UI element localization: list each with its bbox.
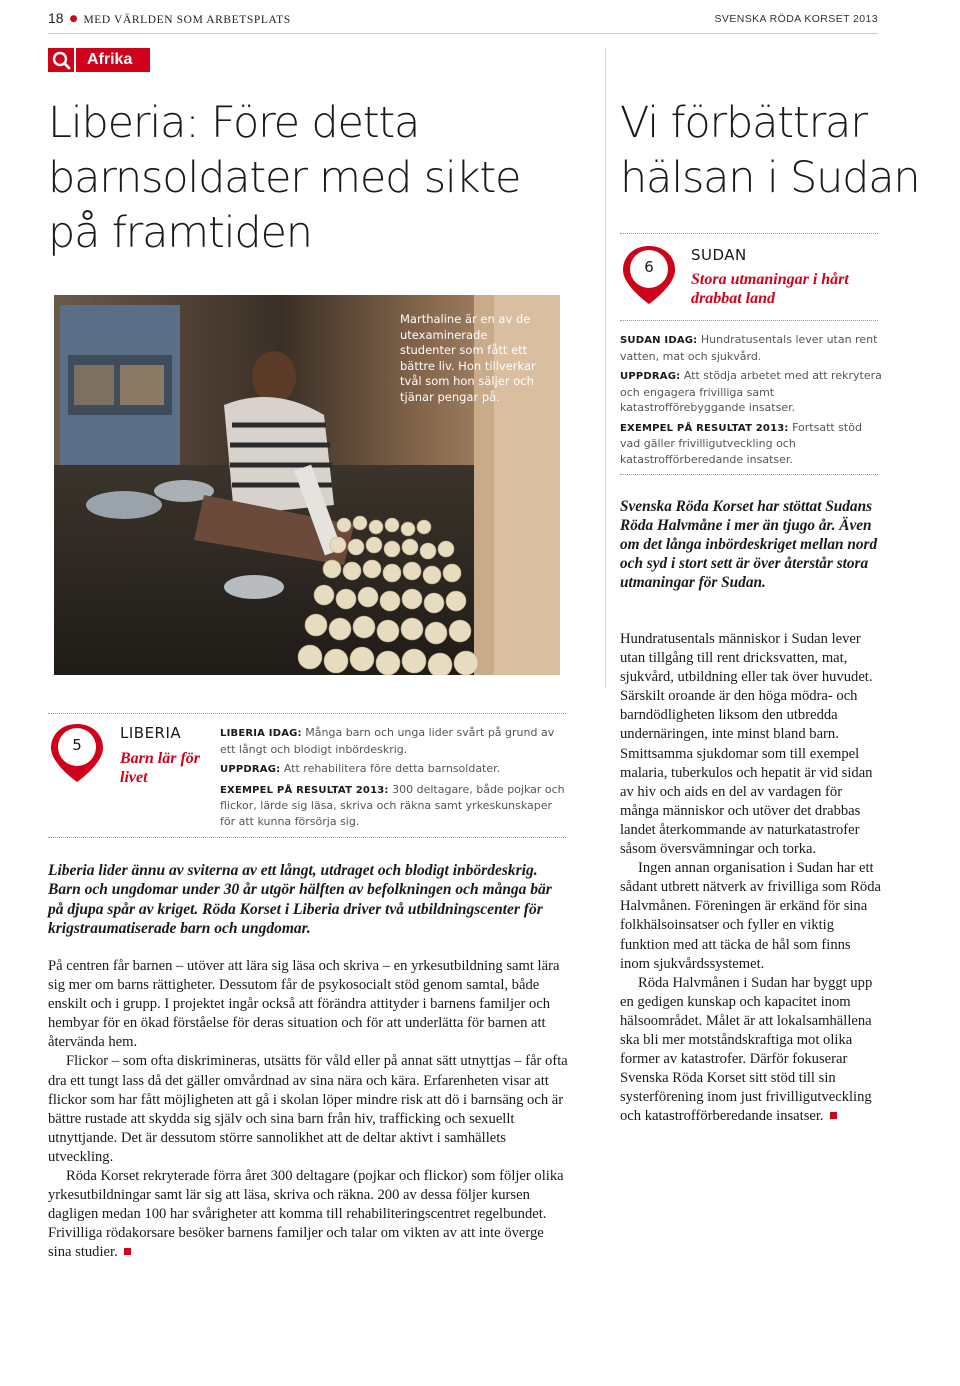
fact-key: EXEMPEL PÅ RESULTAT 2013: (620, 422, 789, 434)
fact-key: EXEMPEL PÅ RESULTAT 2013: (220, 784, 389, 796)
region-tag: Afrika (76, 48, 150, 72)
body-paragraph: Ingen annan organisation i Sudan har ett sådant utbrett nätverk av frivilliga som Röda Halvmånen. Föreningen är erkänd för sina folkhälsoinsatser och fyller en viktig funktion med att täcka de hål som finns inom sjukvårdssystemet. (620, 860, 881, 972)
sudan-lead: Svenska Röda Korset har stöttat Sudans Röda Halvmåne i mer än tjugo år. Även om det långa inbördeskriget mellan nord och syd i stort sett är över återstår stora utmaningar för Sudan. (620, 498, 878, 591)
fact-key: UPPDRAG: (220, 764, 281, 775)
liberia-headline: Liberia: Före detta barnsoldater med sikte på framtiden (48, 98, 521, 258)
marker-number: 5 (72, 736, 82, 754)
sudan-box-top-rule (620, 233, 878, 234)
fact-key: LIBERIA IDAG: (220, 728, 302, 739)
fact-key: UPPDRAG: (620, 371, 681, 382)
place-name: SUDAN (691, 246, 747, 264)
running-header (48, 10, 291, 27)
marker-number: 6 (644, 258, 654, 276)
place-name: LIBERIA (120, 724, 182, 742)
paragraph-text: Röda Korset rekryterade förra året 300 deltagare (pojkar och flickor) som följer olika yrkesutbildningar samt lär sig att läsa, skriva och räkna. 200 av dessa följer kursen dagligen medan 100 har svårigheter att komma till rehabiliteringscentret regelbundet. Frivilliga rödakorsare besöker barnens familjer och talar om vikten av att inte överge sina studier. (48, 1168, 564, 1261)
fact-key: SUDAN IDAG: (620, 335, 698, 346)
end-mark-icon (830, 1112, 837, 1119)
page-number: 18 (48, 10, 64, 26)
fact-row (620, 332, 882, 364)
section-title: MED VÄRLDEN SOM ARBETSPLATS (83, 14, 291, 26)
sudan-body (620, 630, 882, 1126)
body-paragraph (48, 1167, 570, 1262)
fact-text: Många barn och unga lider svårt på grund av ett långt och blodigt inbördeskrig. (220, 726, 555, 756)
fact-text: Att stödja arbetet med att rekrytera och engagera frivilliga samt katastrofförebyggande insatser. (620, 369, 882, 414)
fact-row (220, 761, 566, 778)
liberia-body (48, 957, 570, 1263)
fact-text: Hundratusentals lever utan rent vatten, mat och sjukvård. (620, 333, 878, 363)
sudan-headline: Vi förbättrar hälsan i Sudan (620, 98, 920, 203)
liberia-box-bottom-rule (48, 837, 566, 838)
place-subtitle: Barn lär för livet (120, 750, 201, 786)
publication-name: SVENSKA RÖDA KORSET 2013 (714, 13, 878, 25)
body-paragraph: Flickor – som ofta diskrimineras, utsätts för våld eller på annat sätt utnyttjas – får ofta dra ett tungt lass då det gäller omvårdnad av sina nära och kära. Erfarenheten visar att flickor som har fått möjligheten att gå i skolan löper mindre risk att dö i barnsäng och är bättre rustade att skydda sig själv och sina barn från hiv, trafficking och sexuellt utnyttjande. Det är dessutom större sannolikhet att de deltar aktivt i samhällets utveckling. (48, 1053, 568, 1165)
liberia-lead: Liberia lider ännu av sviterna av ett långt, utdraget och blodigt inbördeskrig. Barn och ungdomar under 30 år utgör hälften av befolkningen och många bär på djupa spår av kriget. Röda Korset i Liberia driver två utbildningscenter för krigstraumatiserade barn och ungdomar. (48, 862, 552, 937)
fact-row (620, 420, 882, 468)
paragraph-text: Röda Halvmånen i Sudan har byggt upp en gedigen kunskap och kapacitet inom hälsoområdet. Målet är att lokalsamhällena ska bli mer motståndskraftiga mot olika former av katastrofer. Därför fokuserar Svenska Röda Korset sitt stöd till sin systerförening inom just frivilligutveckling och katastrofförberedande insatser. (620, 974, 873, 1125)
photo-caption: Marthaline är en av de utexaminerade studenter som fått ett bättre liv. Hon tillverkar tvål som hon säljer och tjänar pengar på. (400, 312, 536, 404)
header-rule (48, 33, 878, 34)
sudan-box-bottom-rule (620, 474, 878, 475)
map-pin-icon (620, 244, 678, 310)
sudan-facts (620, 332, 882, 471)
bullet-icon: ● (69, 14, 78, 24)
map-pin-icon (48, 722, 106, 788)
fact-text: 300 deltagare, både pojkar och flickor, lärde sig läsa, skriva och räkna samt yrkeskunskaper för att kunna försörja sig. (220, 782, 565, 828)
fact-text: Fortsatt stöd vad gäller frivilligutveckling och katastrofförberedande insatser. (620, 420, 862, 466)
fact-row (220, 782, 566, 830)
liberia-box-top-rule (48, 713, 566, 714)
body-paragraph (620, 974, 882, 1127)
fact-text: Att rehabilitera före detta barnsoldater. (283, 762, 501, 775)
column-divider (605, 48, 606, 688)
body-paragraph: Hundratusentals människor i Sudan lever utan tillgång till rent dricksvatten, mat, sjukvård, utbildning eller tak över huvudet. Särskilt oroande är den höga mödra- och barndödligheten liksom den utbredda undernäringen, inte minst bland barn. Smittsamma sjukdomar som till exempel malaria, tuberkulos och hepatit är vid sidan av hiv och aids en del av vardagen för många människor och utöver det drabbas landet återkommande av naturkatastrofer såsom översvämningar och torka. (620, 631, 873, 858)
body-paragraph: På centren får barnen – utöver att lära sig läsa och skriva – en yrkesutbildning samt lära sig mer om barns rättigheter. Dessutom får de psykosocialt stöd genom samtal, både enskilt och i grupp. I projektet ingår också att förändra attityder i barnens familjer och hembyar för en ökad förståelse för deras situation och för att underlätta för barnen att återvända hem. (48, 958, 560, 1051)
place-subtitle: Stora utmaningar i hårt drabbat land (691, 271, 849, 307)
end-mark-icon (124, 1248, 131, 1255)
sudan-box-mid-rule (620, 320, 878, 321)
search-icon (48, 48, 74, 72)
fact-row (620, 368, 882, 416)
fact-row (220, 725, 566, 757)
liberia-facts (220, 725, 566, 833)
